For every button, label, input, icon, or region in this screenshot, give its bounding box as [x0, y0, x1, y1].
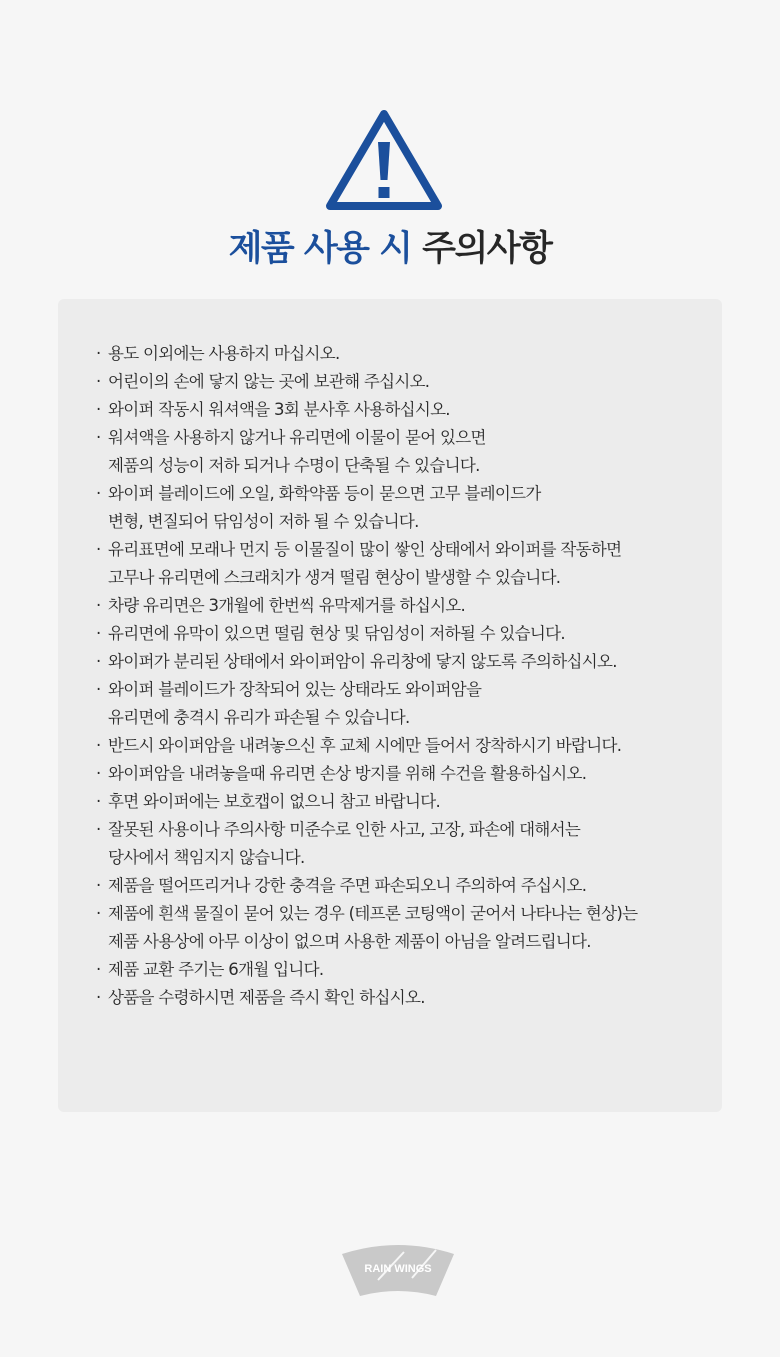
logo-text: RAIN WINGS [364, 1263, 432, 1275]
bullet-mark: · [96, 680, 101, 699]
notice-line: 유리표면에 모래나 먼지 등 이물질이 많이 쌓인 상태에서 와이퍼를 작동하면 [108, 540, 622, 559]
bullet-mark: · [96, 904, 101, 923]
notice-line: 차량 유리면은 3개월에 한번씩 유막제거를 하십시오. [108, 596, 466, 615]
notice-line: 와이퍼 작동시 워셔액을 3회 분사후 사용하십시오. [108, 400, 450, 419]
notice-line: 상품을 수령하시면 제품을 즉시 확인 하십시오. [108, 988, 425, 1007]
list-item [96, 480, 716, 536]
notice-line: 고무나 유리면에 스크래치가 생겨 떨림 현상이 발생할 수 있습니다. [108, 568, 561, 587]
notice-line: 제품에 흰색 물질이 묻어 있는 경우 (테프론 코팅액이 굳어서 나타나는 현상)는 [108, 904, 638, 923]
notice-line: 유리면에 유막이 있으면 떨림 현상 및 닦임성이 저하될 수 있습니다. [108, 624, 565, 643]
list-item [96, 620, 716, 648]
bullet-mark: · [96, 820, 101, 839]
notice-line: 반드시 와이퍼암을 내려놓으신 후 교체 시에만 들어서 장착하시기 바랍니다. [108, 736, 622, 755]
bullet-mark: · [96, 792, 101, 811]
notice-line: 유리면에 충격시 유리가 파손될 수 있습니다. [108, 708, 410, 727]
bullet-mark: · [96, 344, 101, 363]
list-item [96, 536, 716, 592]
list-item [96, 648, 716, 676]
title-accent: 제품 사용 시 [228, 229, 412, 269]
list-item [96, 872, 716, 900]
bullet-mark: · [96, 652, 101, 671]
bullet-mark: · [96, 428, 101, 447]
warning-triangle-icon [325, 108, 443, 212]
list-item [96, 984, 716, 1012]
notice-line: 어린이의 손에 닿지 않는 곳에 보관해 주십시오. [108, 372, 430, 391]
notice-line: 와이퍼가 분리된 상태에서 와이퍼암이 유리창에 닿지 않도록 주의하십시오. [108, 652, 617, 671]
notice-line: 와이퍼암을 내려놓을때 유리면 손상 방지를 위해 수건을 활용하십시오. [108, 764, 587, 783]
notice-line: 후면 와이퍼에는 보호캡이 없으니 참고 바랍니다. [108, 792, 441, 811]
bullet-mark: · [96, 540, 101, 559]
list-item [96, 592, 716, 620]
page-title [0, 223, 780, 275]
notice-line: 제품의 성능이 저하 되거나 수명이 단축될 수 있습니다. [108, 456, 480, 475]
notice-line: 제품 교환 주기는 6개월 입니다. [108, 960, 324, 979]
list-item [96, 368, 716, 396]
bullet-mark: · [96, 764, 101, 783]
bullet-mark: · [96, 484, 101, 503]
list-item [96, 676, 716, 732]
notice-line: 와이퍼 블레이드에 오일, 화학약품 등이 묻으면 고무 블레이드가 [108, 484, 541, 503]
notice-line: 잘못된 사용이나 주의사항 미준수로 인한 사고, 고장, 파손에 대해서는 [108, 820, 581, 839]
notice-line: 워셔액을 사용하지 않거나 유리면에 이물이 묻어 있으면 [108, 428, 486, 447]
list-item [96, 424, 716, 480]
list-item [96, 396, 716, 424]
notice-line: 와이퍼 블레이드가 장착되어 있는 상태라도 와이퍼암을 [108, 680, 482, 699]
list-item [96, 760, 716, 788]
notice-line: 제품 사용상에 아무 이상이 없으며 사용한 제품이 아님을 알려드립니다. [108, 932, 591, 951]
bullet-mark: · [96, 400, 101, 419]
list-item [96, 788, 716, 816]
bullet-mark: · [96, 596, 101, 615]
notice-line: 당사에서 책임지지 않습니다. [108, 848, 305, 867]
bullet-mark: · [96, 372, 101, 391]
bullet-mark: · [96, 736, 101, 755]
caution-notice-box [58, 299, 722, 1112]
list-item [96, 340, 716, 368]
list-item [96, 956, 716, 984]
list-item [96, 816, 716, 872]
list-item [96, 900, 716, 956]
bullet-mark: · [96, 988, 101, 1007]
caution-list [96, 340, 716, 1012]
notice-line: 제품을 떨어뜨리거나 강한 충격을 주면 파손되오니 주의하여 주십시오. [108, 876, 587, 895]
notice-line: 변형, 변질되어 닦임성이 저하 될 수 있습니다. [108, 512, 419, 531]
bullet-mark: · [96, 624, 101, 643]
rain-wings-logo [340, 1240, 456, 1298]
list-item [96, 732, 716, 760]
bullet-mark: · [96, 876, 101, 895]
title-rest: 주의사항 [422, 229, 552, 269]
notice-line: 용도 이외에는 사용하지 마십시오. [108, 344, 340, 363]
bullet-mark: · [96, 960, 101, 979]
